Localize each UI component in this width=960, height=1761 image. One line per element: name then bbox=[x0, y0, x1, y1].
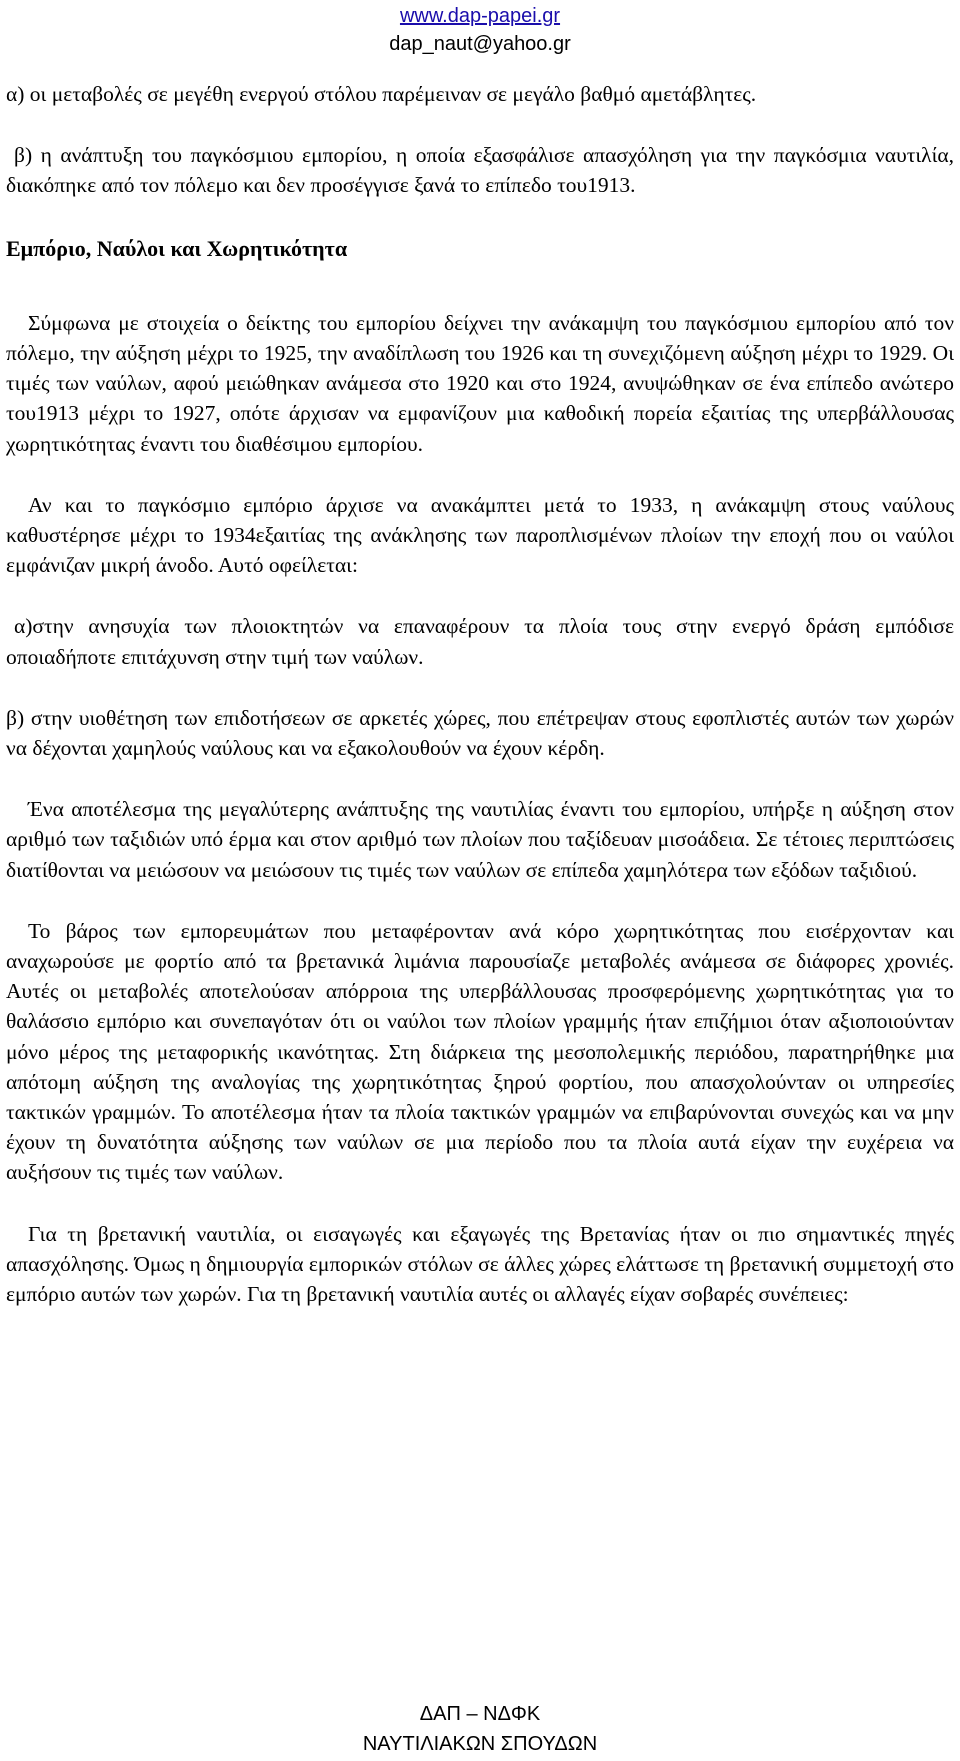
paragraph-3: Σύμφωνα με στοιχεία ο δείκτης του εμπορίου δείχνει την ανάκαμψη του παγκόσμιου εμπορίου από τον πόλεμο, την αύξηση μέχρι το 1925, την αναδίπλωση του 1926 και τη συνεχιζόμενη αύξηση μέχρι το 1929. Οι τιμές των ναύλων, αφού μειώθηκαν ανάμεσα στο 1920 και στο 1924, ανυψώθηκαν σε ένα επίπεδο ανώτερο του1913 μέχρι το 1927, οπότε άρχισαν να εμφανίζουν μια καθοδική πορεία εξαιτίας της υπερβάλλουσας χωρητικότητας έναντι του διαθέσιμου εμπορίου. bbox=[6, 310, 954, 456]
page-footer bbox=[0, 1699, 960, 1759]
paragraph-6: β) στην υιοθέτηση των επιδοτήσεων σε αρκετές χώρες, που επέτρεψαν στους εφοπλιστές αυτών των χωρών να δέχονται χαμηλούς ναύλους και να εξακολουθούν να έχουν κέρδη. bbox=[6, 705, 954, 761]
paragraph-8: Το βάρος των εμπορευμάτων που μεταφέρονταν ανά κόρο χωρητικότητας που εισέρχονταν και αναχωρούσε με φορτίο από τα βρετανικά λιμάνια παρουσίαζε μεταβολές ανάμεσα σε διάφορες χρονιές. Αυτές οι μεταβολές αποτελούσαν απόρροια της υπερβάλλουσας προσφερόμενης χωρητικότητας για το θαλάσσιο εμπόριο και συνεπαγόταν ότι οι ναύλοι των πλοίων γραμμής ήταν επιζήμιοι όταν αξιοποιούνταν μόνο μέρος της μεταφορικής ικανότητας. Στη διάρκεια της μεσοπολεμικής περιόδου, παρατηρήθηκε μια απότομη αύξηση της αναλογίας της χωρητικότητας ξηρού φορτίου, που απασχολούνταν οι υπηρεσίες τακτικών γραμμών. Το αποτέλεσμα ήταν τα πλοία τακτικών γραμμών να επιβαρύνονται συνεχώς και να μην έχουν τη δυνατότητα αύξησης των ναύλων σε μια περίοδο που τα πλοία αυτά είχαν την ευχέρεια να αυξήσουν τις τιμές των ναύλων. bbox=[6, 918, 954, 1185]
website-link[interactable]: www.dap-papei.gr bbox=[399, 5, 561, 27]
paragraph-1: α) οι μεταβολές σε μεγέθη ενεργού στόλου παρέμειναν σε μεγάλο βαθμό αμετάβλητες. bbox=[6, 82, 757, 106]
footer-line-1: ΔΑΠ – ΝΔΦΚ bbox=[419, 1703, 541, 1725]
email-address: dap_naut@yahoo.gr bbox=[389, 33, 571, 55]
paragraph-7: Ένα αποτέλεσμα της μεγαλύτερης ανάπτυξης της ναυτιλίας έναντι του εμπορίου, υπήρξε η αύξηση στον αριθμό των ταξιδιών υπό έρμα και στον αριθμό των πλοίων που ταξίδευαν μισοάδεια. Σε τέτοιες περιπτώσεις διατίθονται να μειώσουν να μειώσουν τις τιμές των ναύλων σε επίπεδα χαμηλότερα των εξόδων ταξιδιού. bbox=[6, 797, 954, 882]
page-header bbox=[0, 2, 960, 58]
paragraph-4: Αν και το παγκόσμιο εμπόριο άρχισε να ανακάμπτει μετά το 1933, η ανάκαμψη στους ναύλους καθυστέρησε μέχρι το 1934εξαιτίας της ανάκλησης των παροπλισμένων πλοίων την εποχή που οι ναύλοι εμφάνιζαν μικρή άνοδο. Αυτό οφείλεται: bbox=[6, 492, 954, 578]
paragraph-9: Για τη βρετανική ναυτιλία, οι εισαγωγές και εξαγωγές της Βρετανίας ήταν οι πιο σημαντικές πηγές απασχόλησης. Όμως η δημιουργία εμπορικών στόλων σε άλλες χώρες ελάττωσε τη βρετανική συμμετοχή στο εμπόριο αυτών των χωρών. Για τη βρετανική ναυτιλία αυτές οι αλλαγές είχαν σοβαρές συνέπειες: bbox=[6, 1221, 954, 1307]
paragraph-5: α)στην ανησυχία των πλοιοκτητών να επαναφέρουν τα πλοία τους στην ενεργό δράση εμπόδισε οποιαδήποτε επιτάχυνση στην τιμή των ναύλων. bbox=[6, 614, 954, 669]
paragraph-2: β) η ανάπτυξη του παγκόσμιου εμπορίου, η οποία εξασφάλισε απασχόληση για την παγκόσμια ναυτιλία, διακόπηκε από τον πόλεμο και δεν προσέγγισε ξανά το επίπεδο του1913. bbox=[6, 143, 954, 198]
document-body bbox=[6, 79, 954, 1309]
section-heading: Εμπόριο, Ναύλοι και Χωρητικότητα bbox=[6, 235, 348, 261]
footer-line-2: ΝΑΥΤΙΛΙΑΚΩΝ ΣΠΟΥΔΩΝ bbox=[362, 1733, 598, 1755]
